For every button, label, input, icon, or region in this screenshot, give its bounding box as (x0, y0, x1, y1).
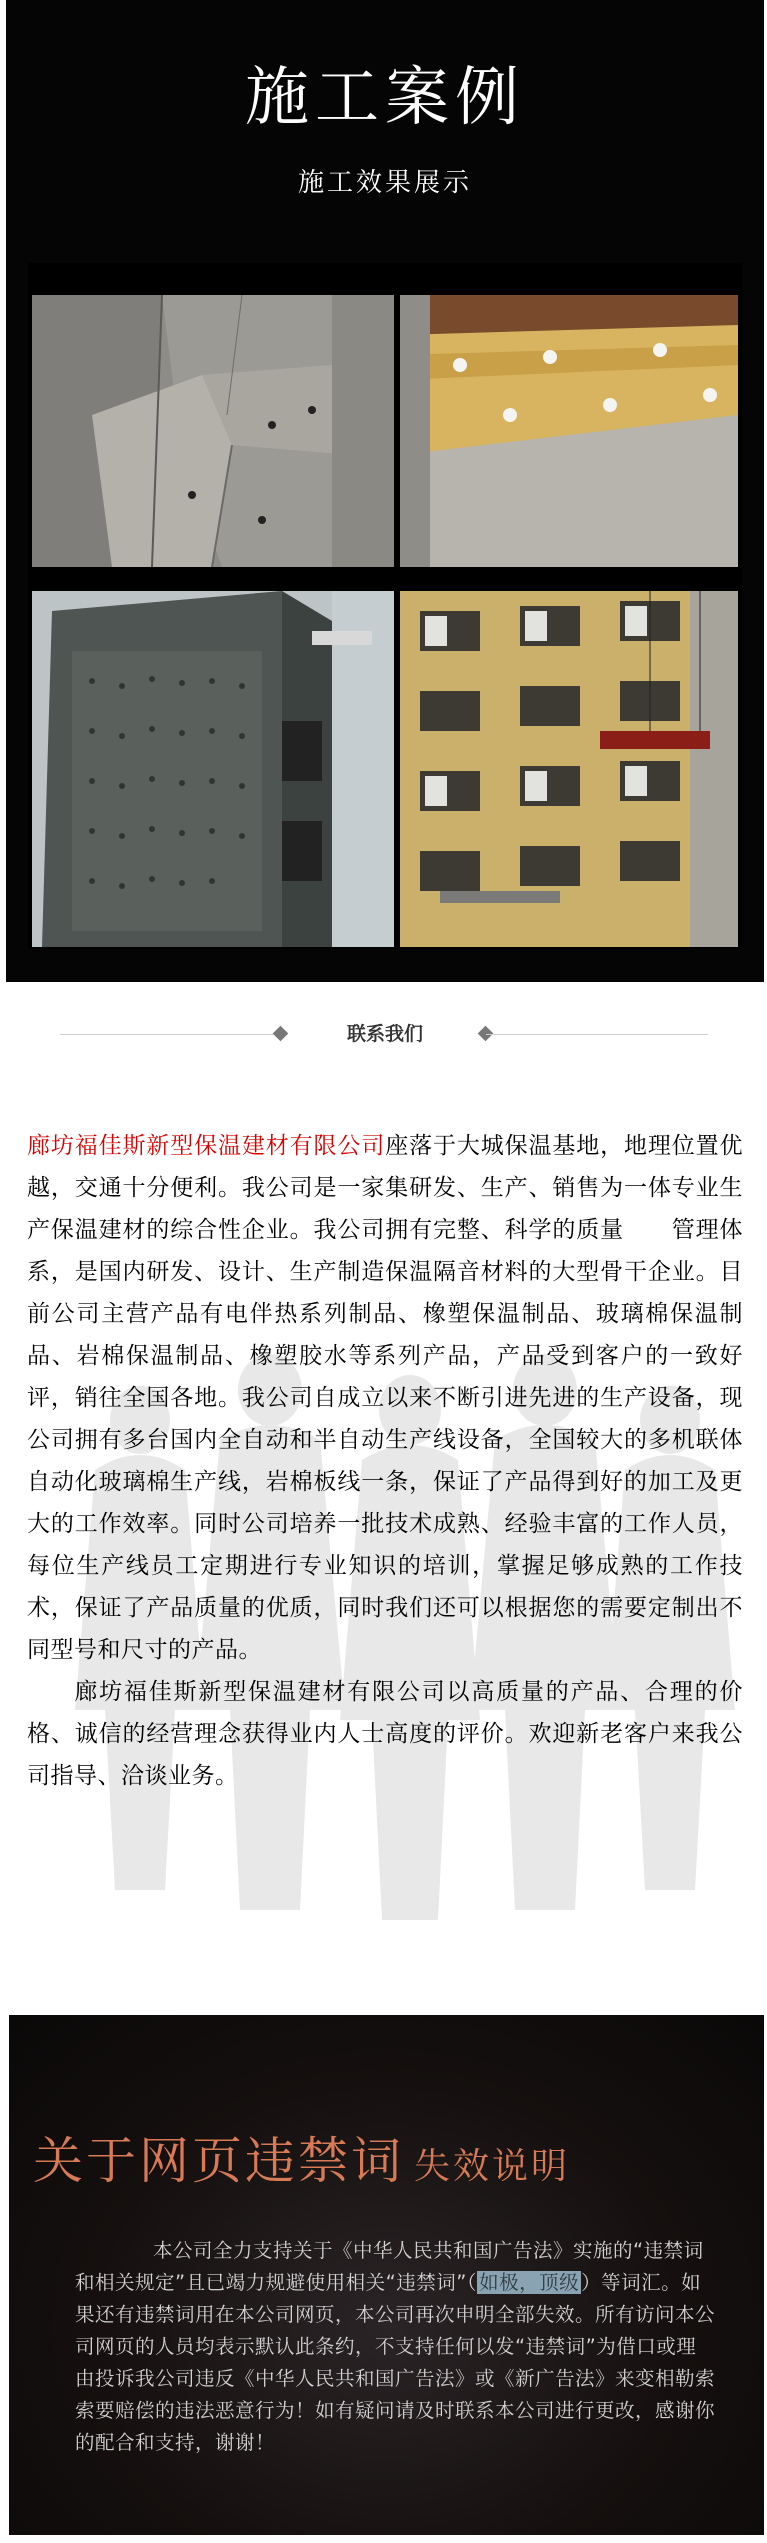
prohibited-words-disclaimer (9, 2015, 764, 2535)
cases-title: 施工案例 (245, 61, 525, 135)
intro-paragraph-1-text: 座落于大城保温基地，地理位置优越，交通十分便利。我公司是一家集研发、生产、销售为一体专业生产保温建材的综合性企业。我公司拥有完整、科学的质量 管理体系，是国内研发、设计、生产制造保温隔音材料的大型骨干企业。目前公司主营产品有电伴热系列制品、橡塑保温制品、玻璃棉保温制品、岩棉保温制品、橡塑胶水等系列产品，产品受到客户的一致好评，销往全国各地。我公司自成立以来不断引进先进的生产设备，现公司拥有多台国内全自动和半自动生产线设备，全国较大的多机联体自动化玻璃棉生产线，岩棉板线一条，保证了产品得到好的加工及更大的工作效率。同时公司培养一批技术成熟、经验丰富的工作人员，每位生产线员工定期进行专业知识的培训，掌握足够成熟的工作技术，保证了产品质量的优质，同时我们还可以根据您的需要定制出不同型号和尺寸的产品。 (27, 1133, 744, 1663)
divider-line-right (486, 1034, 708, 1035)
diamond-icon-left (273, 1026, 289, 1042)
case-photo-insulation-panels[interactable] (32, 295, 394, 567)
disclaimer-heading-sub: 失效说明 (414, 2146, 571, 2187)
cases-subtitle: 施工效果展示 (297, 168, 472, 198)
construction-cases-section (6, 0, 764, 982)
company-introduction (0, 1090, 767, 1990)
intro-paragraph-2 (27, 1671, 743, 1797)
disclaimer-heading-main: 关于网页违禁词 (33, 2132, 404, 2190)
divider-line-left (60, 1034, 276, 1035)
case-photo-gallery (28, 263, 742, 949)
contact-us-title: 联系我们 (346, 1023, 423, 1045)
disclaimer-highlighted-words: 如极，顶级 (479, 2271, 580, 2294)
disclaimer-heading (33, 2126, 753, 2208)
intro-paragraph-1 (27, 1125, 743, 1671)
intro-paragraph-2-text: 廊坊福佳斯新型保温建材有限公司以高质量的产品、合理的价格、诚信的经营理念获得业内人士高度的评价。欢迎新老客户来我公司指导、洽谈业务。 (27, 1679, 743, 1789)
case-photo-building-facade[interactable] (32, 591, 394, 947)
contact-us-divider (0, 1010, 767, 1060)
case-photo-highrise-rock-wool[interactable] (400, 591, 738, 947)
disclaimer-body (75, 2235, 715, 2459)
disclaimer-text-part1: 本公司全力支持关于《中华人民共和国广告法》实施的“违禁词和相关规定”且已竭力规避使用相关“违禁词”（ (75, 2239, 704, 2294)
disclaimer-text-part2: ）等词汇。如果还有违禁词用在本公司网页，本公司再次申明全部失效。所有访问本公司网页的人员均表示默认此条约，不支持任何以发“违禁词”为借口或理由投诉我公司违反《中华人民共和国广告法》或《新广告法》来变相勒索索要赔偿的违法恶意行为！如有疑问请及时联系本公司进行更改，感谢你的配合和支持，谢谢！ (75, 2271, 716, 2454)
company-introduction-text (27, 1125, 743, 1797)
case-photo-rock-wool-layer[interactable] (400, 295, 738, 567)
company-name-highlight: 廊坊福佳斯新型保温建材有限公司 (27, 1133, 386, 1159)
